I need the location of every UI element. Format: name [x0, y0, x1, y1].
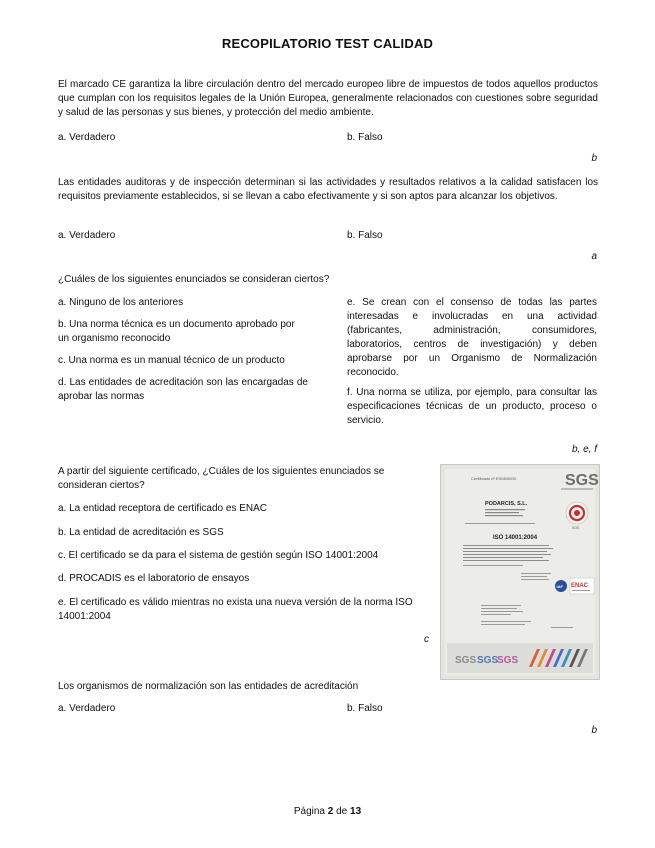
question-3-option-d: d. Las entidades de acreditación son las encargadas de aprobar las normas [58, 377, 308, 402]
question-1-text: El marcado CE garantiza la libre circulación dentro del mercado europeo libre de impuestos de todos aquellos productos que cumplan con los requisitos legales de la Unión Europea, generalmente relacionados con cuestiones sobre seguridad y salud de las personas y sus bienes, y protección del medio ambiente. [58, 79, 598, 118]
question-3-option-f: f. Una norma se utiliza, por ejemplo, para consultar las especificaciones técnicas de un producto, proceso o servicio. [347, 387, 597, 426]
certificate-company: PODARCIS, S.L. [485, 501, 528, 507]
question-3-option-c: c. Una norma es un manual técnico de un producto [58, 355, 285, 366]
question-3-text: ¿Cuáles de los siguientes enunciados se consideran ciertos? [58, 274, 330, 285]
svg-text:SGS: SGS [477, 655, 499, 666]
certificate-illustration [441, 465, 599, 679]
enac-logo: ENAC [571, 583, 589, 589]
question-3-left-options [58, 296, 308, 412]
footer-total-pages: 13 [350, 806, 362, 817]
question-1-answer: b [591, 153, 597, 164]
question-2-answer: a [591, 251, 597, 262]
question-5-text: Los organismos de normalización son las entidades de acreditación [58, 681, 359, 692]
certificate-image [440, 464, 600, 680]
question-4-option-b: b. La entidad de acreditación es SGS [58, 527, 224, 538]
svg-text:SGS: SGS [497, 655, 519, 666]
question-2-option-b: b. Falso [347, 230, 383, 241]
footer-prefix: Página [293, 806, 325, 817]
question-4-option-d: d. PROCADIS es el laboratorio de ensayos [58, 573, 250, 584]
question-5-option-b: b. Falso [347, 703, 383, 714]
question-5-option-a: a. Verdadero [58, 703, 116, 714]
page-title: RECOPILATORIO TEST CALIDAD [221, 36, 434, 51]
question-1-option-a: a. Verdadero [58, 132, 116, 143]
question-3-option-a: a. Ninguno de los anteriores [58, 297, 184, 308]
question-3-answer: b, e, f [571, 444, 597, 455]
svg-text:SGS: SGS [455, 655, 477, 666]
question-2-option-a: a. Verdadero [58, 230, 116, 241]
certificate-standard: ISO 14001:2004 [493, 535, 538, 541]
question-4-option-e: e. El certificado es válido mientras no exista una nueva versión de la norma ISO 14001:2004 [58, 597, 413, 622]
question-3-option-b: b. Una norma técnica es un documento aprobado por un organismo reconocido [58, 319, 295, 344]
certificate-header: Certificado nº ES05/0000 [471, 476, 516, 481]
footer-current-page: 2 [327, 806, 334, 817]
question-4-answer: c [424, 634, 429, 645]
question-3-right-options [347, 296, 597, 434]
svg-text:SGS: SGS [572, 526, 580, 530]
question-4-option-c: c. El certificado se da para el sistema de gestión según ISO 14001:2004 [58, 550, 379, 561]
page-footer [0, 806, 655, 817]
question-3-option-e: e. Se crean con el consenso de todas las partes interesadas e involucradas en una actividad (fabricantes, administración, consumidores, laboratorios, centros de investigación) y deben aprobarse por un Organismo de Normalización reconocido. [347, 297, 597, 378]
question-4-option-a: a. La entidad receptora de certificado es ENAC [58, 503, 268, 514]
iaf-logo: IAF [556, 584, 563, 589]
sgs-logo-text: SGS [565, 472, 599, 489]
question-1-option-b: b. Falso [347, 132, 383, 143]
footer-separator: de [336, 806, 348, 817]
question-2-text: Las entidades auditoras y de inspección determinan si las actividades y resultados relativos a la calidad satisfacen los requisitos previamente establecidos, si se llevan a cabo efectivamente y si son aptos para alcanzar los objetivos. [58, 177, 598, 202]
question-5-answer: b [591, 725, 597, 736]
question-4-text: A partir del siguiente certificado, ¿Cuáles de los siguientes enunciados se consideran ciertos? [58, 466, 385, 491]
